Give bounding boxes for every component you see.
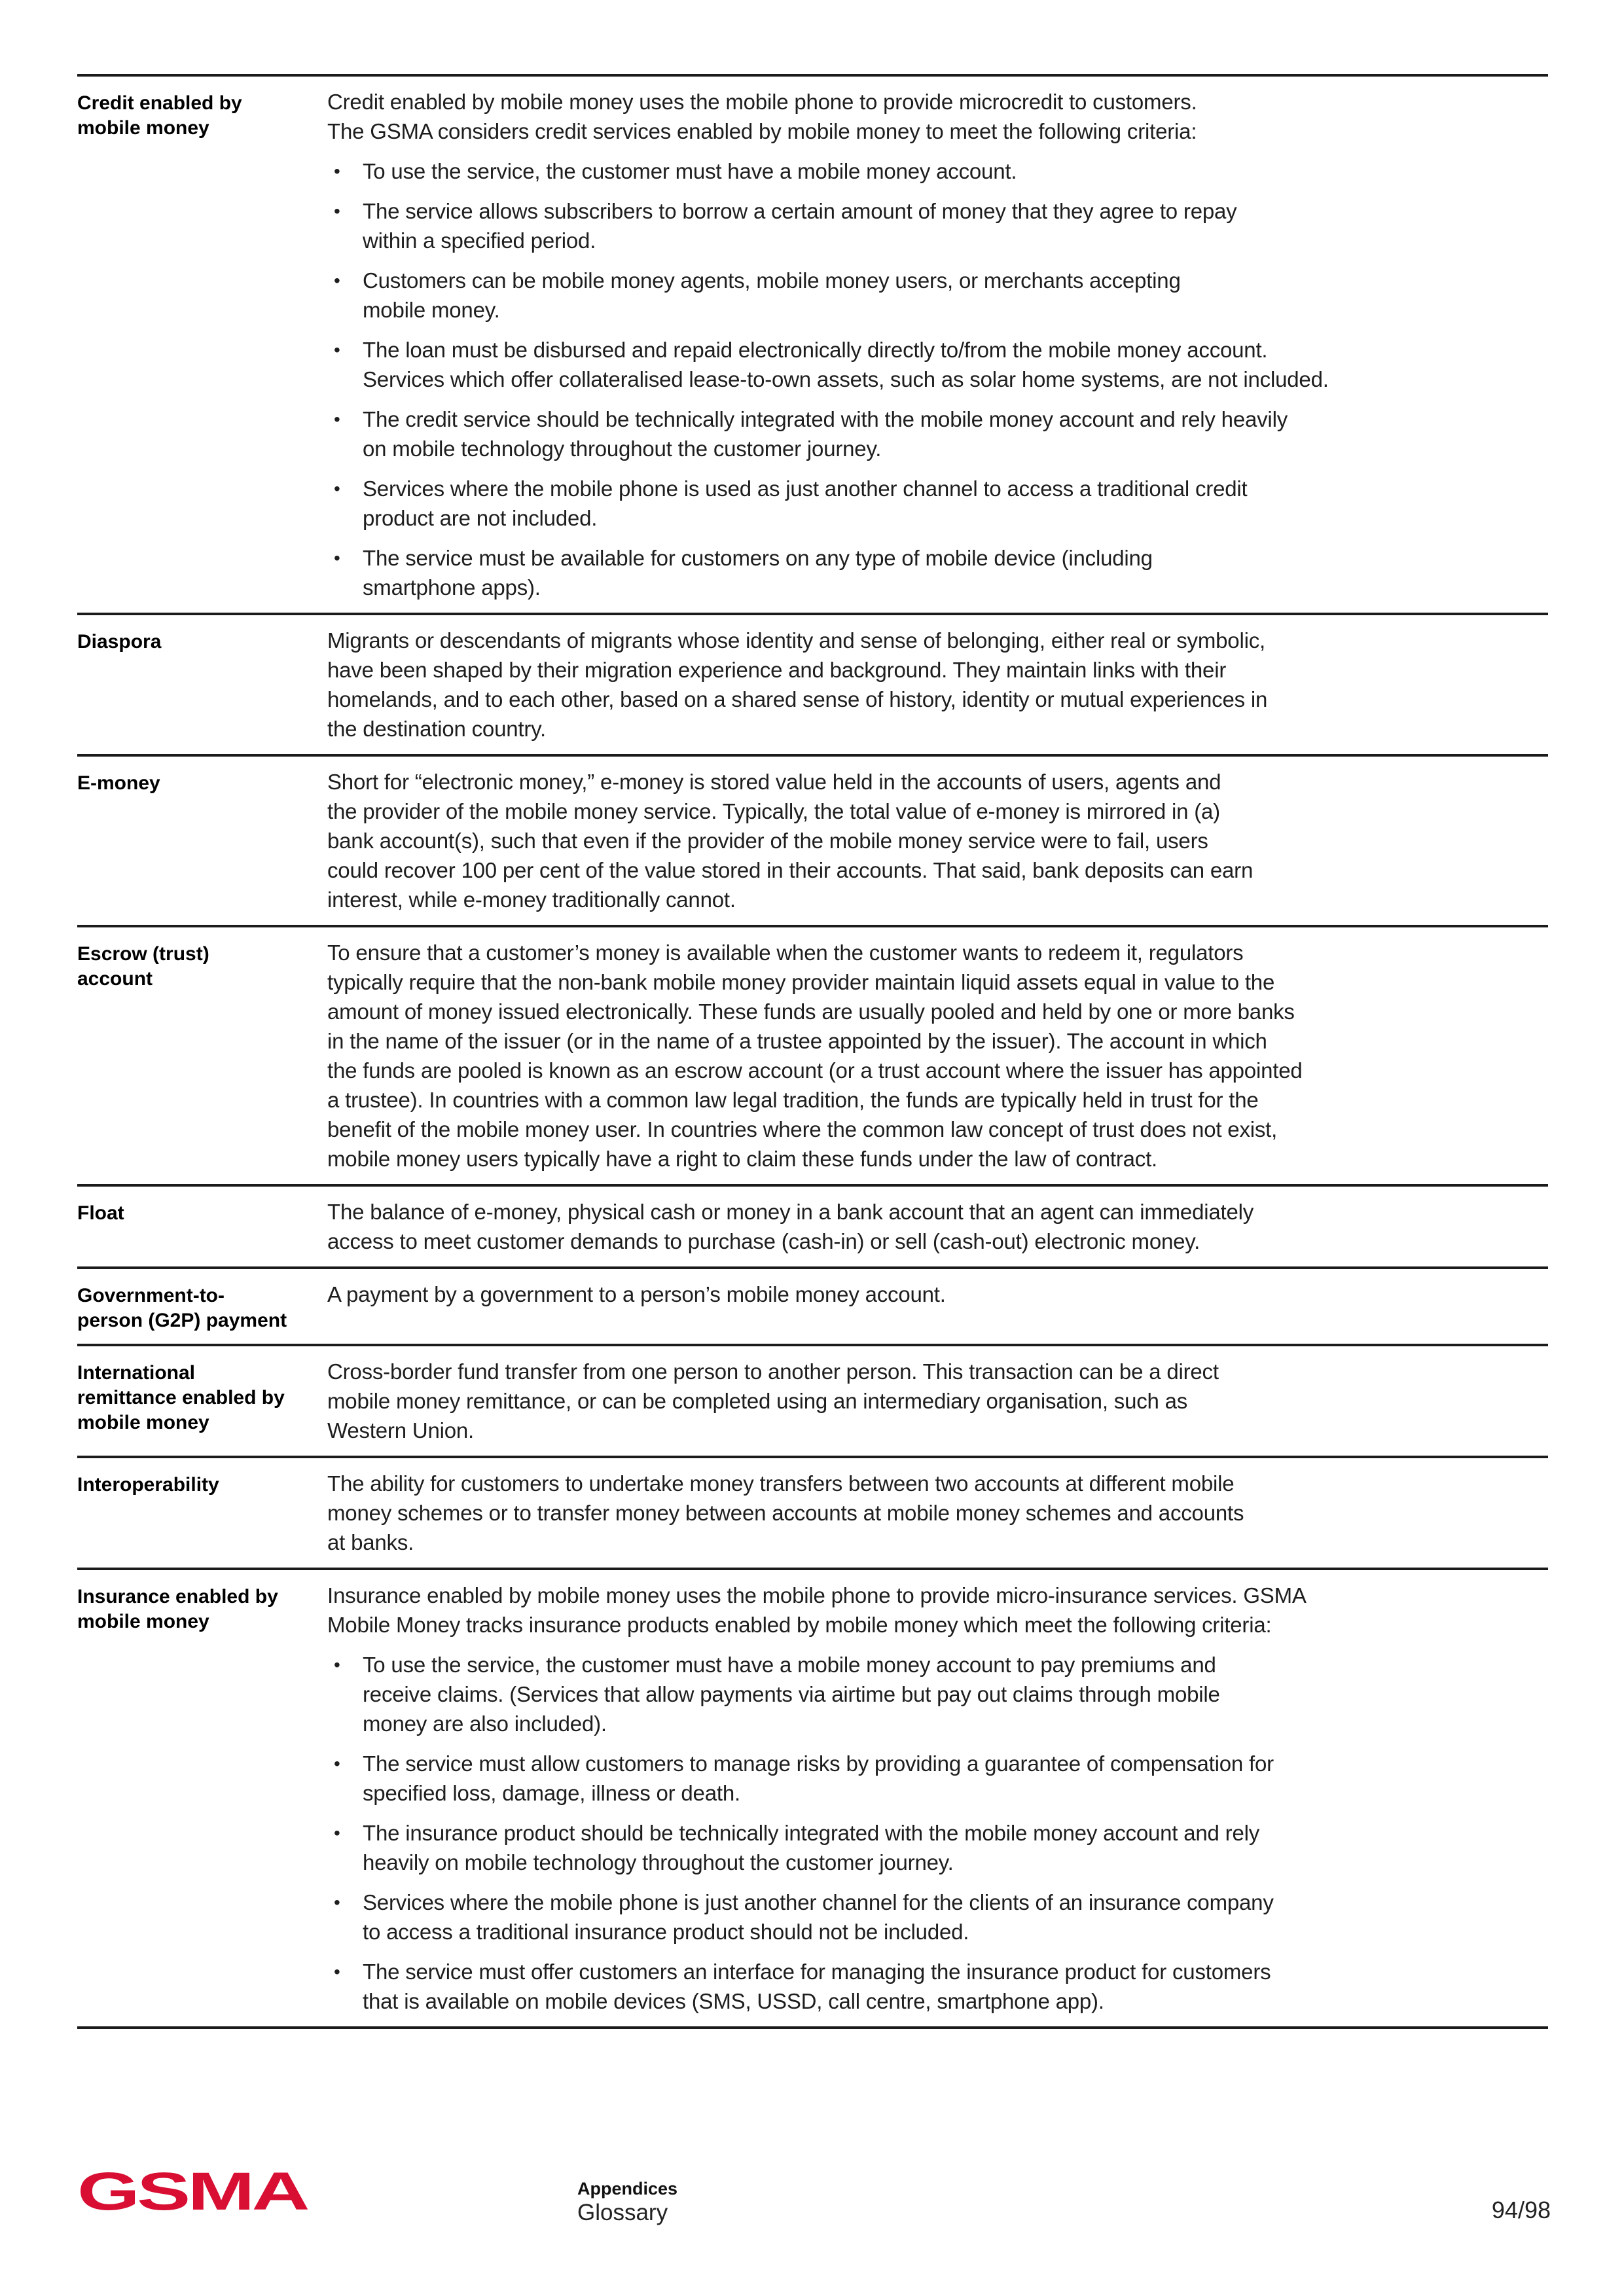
criteria-line: The insurance product should be technically integrated with the mobile money account and rely xyxy=(363,1821,1260,1845)
bullet-icon: • xyxy=(334,201,340,221)
criteria-line: To use the service, the customer must have a mobile money account. xyxy=(363,159,1017,183)
criteria-line: receive claims. (Services that allow payments via airtime but pay out claims through mobile xyxy=(363,1682,1220,1706)
definition-line: Cross-border fund transfer from one person to another person. This transaction can be a direct xyxy=(327,1359,1219,1384)
definition-line: interest, while e-money traditionally cannot. xyxy=(327,888,736,912)
criteria-text xyxy=(363,266,1548,325)
definition-line: Credit enabled by mobile money uses the mobile phone to provide microcredit to customers. xyxy=(327,90,1197,114)
definition-line: mobile money remittance, or can be completed using an intermediary organisation, such as xyxy=(327,1389,1188,1413)
glossary-row xyxy=(77,1344,1548,1456)
glossary-row xyxy=(77,1266,1548,1344)
bullet-icon: • xyxy=(334,1823,340,1843)
definition-line: a trustee). In countries with a common law legal tradition, the funds are typically held in trust for the xyxy=(327,1088,1259,1112)
definition-line: typically require that the non-bank mobile money provider maintain liquid assets equal in value to the xyxy=(327,970,1275,994)
glossary-term xyxy=(77,1280,327,1333)
term-line: Insurance enabled by xyxy=(77,1586,278,1607)
bullet-icon: • xyxy=(334,1753,340,1774)
footer-subsection-label: Glossary xyxy=(577,2200,668,2225)
glossary-definition xyxy=(327,1197,1548,1256)
criteria-line: The credit service should be technically integrated with the mobile money account and rely heavily xyxy=(363,407,1288,431)
page-footer xyxy=(77,2162,1551,2240)
definition-line: The balance of e-money, physical cash or money in a bank account that an agent can immediately xyxy=(327,1200,1254,1224)
criteria-text xyxy=(363,1818,1548,1877)
term-line: Float xyxy=(77,1202,124,1224)
glossary-definition xyxy=(327,1280,1548,1333)
criteria-line: The service allows subscribers to borrow a certain amount of money that they agree to repay xyxy=(363,199,1237,223)
criteria-line: within a specified period. xyxy=(363,228,596,253)
term-line: Government-to- xyxy=(77,1285,225,1306)
bullet-icon: • xyxy=(334,478,340,499)
criteria-line: mobile money. xyxy=(363,298,500,322)
page-number: 94/98 xyxy=(1491,2197,1551,2223)
criteria-line: product are not included. xyxy=(363,506,598,530)
glossary-definition xyxy=(327,938,1548,1174)
definition-text xyxy=(327,626,1548,744)
term-line: Credit enabled by xyxy=(77,92,242,114)
definition-line: have been shaped by their migration experience and background. They maintain links with their xyxy=(327,658,1227,682)
definition-line: benefit of the mobile money user. In countries where the common law concept of trust does not exist, xyxy=(327,1117,1278,1141)
criteria-line: The service must offer customers an interface for managing the insurance product for customers xyxy=(363,1960,1271,1984)
glossary-definition xyxy=(327,1469,1548,1557)
definition-line: the destination country. xyxy=(327,717,546,741)
glossary-term xyxy=(77,1197,327,1256)
glossary-term xyxy=(77,938,327,1174)
glossary-term xyxy=(77,626,327,744)
criteria-text xyxy=(363,404,1548,463)
bullet-icon: • xyxy=(334,1962,340,1982)
bullet-icon: • xyxy=(334,548,340,568)
glossary-row xyxy=(77,754,1548,925)
criteria-item xyxy=(327,1749,1548,1808)
definition-line: To ensure that a customer’s money is available when the customer wants to redeem it, regulators xyxy=(327,941,1244,965)
definition-text xyxy=(327,938,1548,1174)
criteria-item xyxy=(327,1957,1548,2016)
criteria-item xyxy=(327,543,1548,602)
glossary-table xyxy=(77,74,1548,2029)
criteria-line: Services where the mobile phone is just another channel for the clients of an insurance company xyxy=(363,1890,1274,1914)
criteria-line: to access a traditional insurance product should not be included. xyxy=(363,1920,969,1944)
criteria-item xyxy=(327,474,1548,533)
bullet-icon: • xyxy=(334,340,340,360)
definition-line: The GSMA considers credit services enabled by mobile money to meet the following criteria: xyxy=(327,119,1197,143)
criteria-text xyxy=(363,196,1548,255)
definition-text xyxy=(327,1280,1548,1309)
criteria-line: money are also included). xyxy=(363,1712,607,1736)
definition-line: mobile money users typically have a right to claim these funds under the law of contract. xyxy=(327,1147,1158,1171)
criteria-item xyxy=(327,266,1548,325)
criteria-line: heavily on mobile technology throughout the customer journey. xyxy=(363,1850,954,1874)
criteria-list xyxy=(327,1650,1548,2016)
glossary-row xyxy=(77,74,1548,613)
glossary-term xyxy=(77,1469,327,1557)
criteria-line: Customers can be mobile money agents, mobile money users, or merchants accepting xyxy=(363,268,1181,293)
term-line: mobile money xyxy=(77,1611,209,1632)
criteria-list xyxy=(327,156,1548,602)
term-line: mobile money xyxy=(77,1412,209,1433)
definition-text xyxy=(327,1581,1548,1640)
definition-text xyxy=(327,767,1548,914)
glossary-row xyxy=(77,613,1548,754)
definition-text xyxy=(327,1469,1548,1557)
criteria-text xyxy=(363,474,1548,533)
definition-text xyxy=(327,1197,1548,1256)
definition-line: could recover 100 per cent of the value stored in their accounts. That said, bank deposits can earn xyxy=(327,858,1254,882)
definition-line: Migrants or descendants of migrants whose identity and sense of belonging, either real or symbolic, xyxy=(327,628,1265,653)
definition-text xyxy=(327,1357,1548,1445)
term-line: mobile money xyxy=(77,117,209,139)
term-line: account xyxy=(77,968,153,990)
criteria-text xyxy=(363,1957,1548,2016)
criteria-line: specified loss, damage, illness or death. xyxy=(363,1781,740,1805)
glossary-definition xyxy=(327,1581,1548,2016)
criteria-line: Services where the mobile phone is used as just another channel to access a traditional credit xyxy=(363,476,1248,501)
term-line: Escrow (trust) xyxy=(77,943,209,965)
glossary-term xyxy=(77,767,327,914)
glossary-definition xyxy=(327,87,1548,602)
glossary-term xyxy=(77,1357,327,1445)
definition-text xyxy=(327,87,1548,146)
definition-line: the funds are pooled is known as an escrow account (or a trust account where the issuer has appointed xyxy=(327,1058,1303,1083)
definition-line: The ability for customers to undertake money transfers between two accounts at different mobile xyxy=(327,1471,1235,1496)
glossary-row xyxy=(77,925,1548,1184)
criteria-text xyxy=(363,1888,1548,1946)
definition-line: amount of money issued electronically. These funds are usually pooled and held by one or more banks xyxy=(327,999,1295,1024)
bullet-icon: • xyxy=(334,1892,340,1912)
bullet-icon: • xyxy=(334,161,340,181)
definition-line: the provider of the mobile money service. Typically, the total value of e-money is mirrored in (a) xyxy=(327,799,1220,823)
criteria-text xyxy=(363,1650,1548,1738)
definition-line: Short for “electronic money,” e-money is stored value held in the accounts of users, agents and xyxy=(327,770,1221,794)
footer-section-label: Appendices xyxy=(577,2179,678,2198)
definition-line: A payment by a government to a person’s mobile money account. xyxy=(327,1282,946,1306)
criteria-text xyxy=(363,543,1548,602)
criteria-text xyxy=(363,1749,1548,1808)
bullet-icon: • xyxy=(334,270,340,291)
criteria-line: Services which offer collateralised lease-to-own assets, such as solar home systems, are not included. xyxy=(363,367,1329,391)
glossary-term xyxy=(77,87,327,602)
glossary-row xyxy=(77,1568,1548,2026)
term-line: person (G2P) payment xyxy=(77,1310,287,1331)
glossary-definition xyxy=(327,767,1548,914)
criteria-item xyxy=(327,156,1548,186)
definition-line: at banks. xyxy=(327,1530,414,1554)
term-line: remittance enabled by xyxy=(77,1387,285,1408)
criteria-line: To use the service, the customer must have a mobile money account to pay premiums and xyxy=(363,1653,1216,1677)
glossary-term xyxy=(77,1581,327,2016)
criteria-item xyxy=(327,196,1548,255)
criteria-item xyxy=(327,1888,1548,1946)
criteria-item xyxy=(327,1650,1548,1738)
bullet-icon: • xyxy=(334,1655,340,1675)
term-line: International xyxy=(77,1362,196,1384)
criteria-line: on mobile technology throughout the customer journey. xyxy=(363,437,882,461)
glossary-definition xyxy=(327,626,1548,744)
criteria-item xyxy=(327,335,1548,394)
gsma-logo: GSMA xyxy=(77,2162,307,2221)
definition-line: homelands, and to each other, based on a shared sense of history, identity or mutual experiences in xyxy=(327,687,1268,711)
definition-line: Insurance enabled by mobile money uses the mobile phone to provide micro-insurance services. GSMA xyxy=(327,1583,1307,1607)
criteria-text xyxy=(363,335,1548,394)
criteria-item xyxy=(327,1818,1548,1877)
criteria-line: that is available on mobile devices (SMS, USSD, call centre, smartphone app). xyxy=(363,1989,1104,2013)
criteria-line: The service must allow customers to manage risks by providing a guarantee of compensation for xyxy=(363,1751,1274,1776)
definition-line: access to meet customer demands to purchase (cash-in) or sell (cash-out) electronic money. xyxy=(327,1229,1200,1253)
criteria-line: The service must be available for customers on any type of mobile device (including xyxy=(363,546,1153,570)
definition-line: bank account(s), such that even if the provider of the mobile money service were to fail, users xyxy=(327,829,1208,853)
glossary-row xyxy=(77,1184,1548,1266)
criteria-item xyxy=(327,404,1548,463)
term-line: E-money xyxy=(77,772,160,794)
definition-line: money schemes or to transfer money between accounts at mobile money schemes and accounts xyxy=(327,1501,1244,1525)
glossary-definition xyxy=(327,1357,1548,1445)
definition-line: in the name of the issuer (or in the name of a trustee appointed by the issuer). The account in which xyxy=(327,1029,1267,1053)
glossary-row xyxy=(77,1456,1548,1568)
bullet-icon: • xyxy=(334,409,340,429)
term-line: Interoperability xyxy=(77,1474,219,1496)
definition-line: Mobile Money tracks insurance products enabled by mobile money which meet the following criteria: xyxy=(327,1613,1272,1637)
term-line: Diaspora xyxy=(77,631,162,653)
criteria-line: The loan must be disbursed and repaid electronically directly to/from the mobile money account. xyxy=(363,338,1268,362)
criteria-text xyxy=(363,156,1548,186)
footer-breadcrumb xyxy=(577,2178,677,2227)
definition-line: Western Union. xyxy=(327,1418,475,1443)
criteria-line: smartphone apps). xyxy=(363,575,541,600)
